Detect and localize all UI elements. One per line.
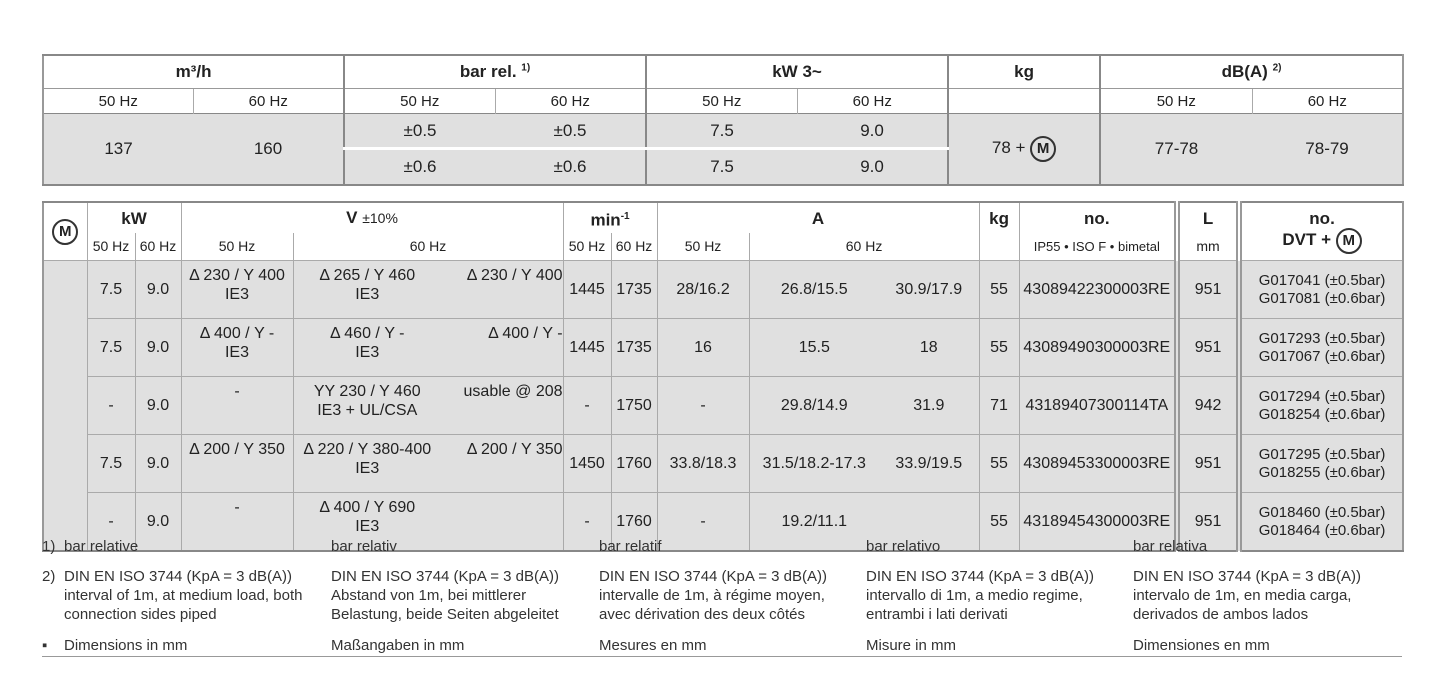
part-no-cell: 43189407300114TA bbox=[1019, 377, 1177, 435]
kw-60-cell: 9.0 bbox=[135, 493, 181, 552]
voltage-50-cell: Δ 200 / Y 350 bbox=[181, 435, 293, 493]
motor-table bbox=[42, 201, 1404, 552]
kw-header: kW bbox=[87, 202, 181, 233]
performance-table bbox=[42, 54, 1404, 186]
dvt-05-bar: G017041 (±0.5bar) bbox=[1258, 271, 1386, 289]
rpm-60-cell: 1750 bbox=[611, 377, 657, 435]
amps-60-cell: 26.8/15.5 bbox=[749, 261, 879, 319]
rpm-60-cell: 1735 bbox=[611, 261, 657, 319]
footnote-bar-note: bar relativ bbox=[331, 538, 397, 555]
amps-50-cell: - bbox=[657, 493, 749, 552]
footnote-marker-bullet: ▪ bbox=[42, 637, 48, 654]
voltage-50-cell: Δ 230 / Y 400 IE3 bbox=[181, 261, 293, 319]
motor-icon: M bbox=[1336, 228, 1362, 254]
freq-60-label: 60 Hz bbox=[135, 233, 181, 261]
rpm-header: $\min^{-1}$ bbox=[563, 202, 657, 233]
amps-60-alt-cell: 30.9/17.9 bbox=[879, 261, 979, 319]
voltage-60-alt-cell: Δ 400 / Y - bbox=[441, 319, 563, 377]
dvt-06-bar: G017067 (±0.6bar) bbox=[1258, 347, 1386, 365]
voltage-50-cell: - bbox=[181, 377, 293, 435]
table-row bbox=[43, 261, 1403, 319]
freq-50-label: 50 Hz bbox=[646, 89, 797, 114]
kg-cell: 55 bbox=[979, 435, 1019, 493]
freq-60-label: 60 Hz bbox=[495, 89, 646, 114]
voltage-60-cell: Δ 265 / Y 460 IE3 bbox=[293, 261, 441, 319]
length-unit: mm bbox=[1177, 233, 1239, 261]
part-no-cell: 43089422300003RE bbox=[1019, 261, 1177, 319]
bar-50-value: ±0.6 bbox=[344, 149, 495, 186]
footnote-dimensions-note: Maßangaben in mm bbox=[331, 637, 465, 654]
weight-value: 78 + M bbox=[948, 114, 1100, 186]
footnote-noise-note: DIN EN ISO 3744 (KpA = 3 dB(A)) intervallo di 1m, a medio regime, entrambi i lati derivati bbox=[866, 568, 1095, 623]
bar-60-value: ±0.6 bbox=[495, 149, 646, 186]
part-no-subheader: IP55 • ISO F • bimetal bbox=[1019, 233, 1177, 261]
motor-row-marker bbox=[43, 261, 87, 319]
length-cell: 951 bbox=[1177, 493, 1239, 552]
bottom-rule bbox=[42, 656, 1402, 657]
kw-50-cell: 7.5 bbox=[87, 319, 135, 377]
freq-50-label: 50 Hz bbox=[344, 89, 495, 114]
kg-cell: 55 bbox=[979, 493, 1019, 552]
kw-60-cell: 9.0 bbox=[135, 435, 181, 493]
amps-50-cell: 28/16.2 bbox=[657, 261, 749, 319]
dvt-05-bar: G017293 (±0.5bar) bbox=[1258, 329, 1386, 347]
freq-60-label: 60 Hz bbox=[293, 233, 563, 261]
kg-header: kg bbox=[979, 202, 1019, 233]
amps-60-cell: 15.5 bbox=[749, 319, 879, 377]
dvt-05-bar: G017295 (±0.5bar) bbox=[1258, 445, 1386, 463]
table-row bbox=[43, 377, 1403, 435]
footnote-marker-1: 1) bbox=[42, 538, 56, 555]
kw-50-cell: - bbox=[87, 377, 135, 435]
footnote-dimensions-note: Misure in mm bbox=[866, 637, 957, 654]
freq-60-label: 60 Hz bbox=[797, 89, 948, 114]
amps-60-cell: 31.5/18.2-17.3 bbox=[749, 435, 879, 493]
bar-60-value: ±0.5 bbox=[495, 114, 646, 149]
freq-50-label: 50 Hz bbox=[1100, 89, 1252, 114]
footnote-bar-note: bar relative bbox=[64, 538, 139, 555]
footnote-noise-note: DIN EN ISO 3744 (KpA = 3 dB(A)) interval of 1m, at medium load, both connection sides piped bbox=[64, 568, 303, 623]
voltage-60-cell: YY 230 / Y 460 IE3 + UL/CSA bbox=[293, 377, 441, 435]
part-no-cell: 43189454300003RE bbox=[1019, 493, 1177, 552]
motor-icon: M bbox=[1030, 136, 1056, 162]
dvt-05-bar: G018460 (±0.5bar) bbox=[1258, 503, 1386, 521]
freq-60-label: 60 Hz bbox=[193, 89, 344, 114]
kw-50-value: 7.5 bbox=[646, 114, 797, 149]
kw-60-value: 9.0 bbox=[797, 149, 948, 186]
kg-cell: 55 bbox=[979, 319, 1019, 377]
freq-60-label: 60 Hz bbox=[611, 233, 657, 261]
amps-50-cell: - bbox=[657, 377, 749, 435]
footnote-dimensions-note: Mesures en mm bbox=[599, 637, 707, 654]
amps-50-cell: 16 bbox=[657, 319, 749, 377]
length-cell: 951 bbox=[1177, 261, 1239, 319]
dvt-05-bar: G017294 (±0.5bar) bbox=[1258, 387, 1386, 405]
kw-60-value: 9.0 bbox=[797, 114, 948, 149]
voltage-60-alt-cell bbox=[441, 493, 563, 552]
kw-60-cell: 9.0 bbox=[135, 377, 181, 435]
pressure-header: bar rel. $^{1)}$ bbox=[344, 55, 646, 89]
rpm-50-cell: 1450 bbox=[563, 435, 611, 493]
weight-header: kg bbox=[948, 55, 1100, 89]
voltage-60-alt-cell: usable @ 208 bbox=[441, 377, 563, 435]
rpm-50-cell: - bbox=[563, 377, 611, 435]
part-no-cell: 43089453300003RE bbox=[1019, 435, 1177, 493]
voltage-60-cell: Δ 220 / Y 380-400 IE3 bbox=[293, 435, 441, 493]
footnote-noise-note: DIN EN ISO 3744 (KpA = 3 dB(A)) intervalo de 1m, en media carga, derivados de ambos lados bbox=[1133, 568, 1362, 623]
dvt-cell bbox=[1239, 319, 1403, 377]
length-cell: 951 bbox=[1177, 319, 1239, 377]
footnote-dimensions-note: Dimensions in mm bbox=[64, 637, 188, 654]
amps-60-alt-cell: 31.9 bbox=[879, 377, 979, 435]
db-60-value: 78-79 bbox=[1252, 114, 1403, 186]
db-50-value: 77-78 bbox=[1100, 114, 1252, 186]
motor-row-marker bbox=[43, 319, 87, 377]
rpm-50-cell: 1445 bbox=[563, 261, 611, 319]
motor-col-header bbox=[43, 202, 87, 261]
amps-header: A bbox=[657, 202, 979, 233]
footnote-noise-note: DIN EN ISO 3744 (KpA = 3 dB(A)) Abstand von 1m, bei mittlerer Belastung, beide Seiten abgeleitet bbox=[331, 568, 560, 623]
flow-60-value: 160 bbox=[193, 114, 344, 186]
footnote-bar-note: bar relatif bbox=[599, 538, 662, 555]
flow-50-value: 137 bbox=[43, 114, 193, 186]
motor-row-marker bbox=[43, 377, 87, 435]
kw-60-cell: 9.0 bbox=[135, 319, 181, 377]
voltage-header: V ±10% bbox=[181, 202, 563, 233]
dvt-06-bar: G018464 (±0.6bar) bbox=[1258, 521, 1386, 539]
dvt-cell bbox=[1239, 493, 1403, 552]
freq-60-label: 60 Hz bbox=[749, 233, 979, 261]
rpm-60-cell: 1735 bbox=[611, 319, 657, 377]
dvt-cell bbox=[1239, 377, 1403, 435]
motor-row-marker bbox=[43, 435, 87, 493]
rpm-50-cell: 1445 bbox=[563, 319, 611, 377]
freq-50-label: 50 Hz bbox=[181, 233, 293, 261]
dvt-header: no. DVT + M bbox=[1239, 202, 1403, 261]
rpm-60-cell: 1760 bbox=[611, 493, 657, 552]
dvt-06-bar: G018254 (±0.6bar) bbox=[1258, 405, 1386, 423]
rpm-60-cell: 1760 bbox=[611, 435, 657, 493]
kw-50-cell: 7.5 bbox=[87, 261, 135, 319]
noise-header: dB(A) $^{2)}$ bbox=[1100, 55, 1403, 89]
freq-50-label: 50 Hz bbox=[563, 233, 611, 261]
freq-50-label: 50 Hz bbox=[43, 89, 193, 114]
amps-60-cell: 19.2/11.1 bbox=[749, 493, 879, 552]
freq-50-label: 50 Hz bbox=[657, 233, 749, 261]
table-row bbox=[43, 435, 1403, 493]
amps-60-alt-cell: 18 bbox=[879, 319, 979, 377]
amps-60-alt-cell: 33.9/19.5 bbox=[879, 435, 979, 493]
kw-50-value: 7.5 bbox=[646, 149, 797, 186]
rpm-50-cell: - bbox=[563, 493, 611, 552]
length-header: L bbox=[1177, 202, 1239, 233]
footnote-bar-note: bar relativa bbox=[1133, 538, 1208, 555]
kg-cell: 55 bbox=[979, 261, 1019, 319]
kg-cell: 71 bbox=[979, 377, 1019, 435]
freq-50-label: 50 Hz bbox=[87, 233, 135, 261]
kw-60-cell: 9.0 bbox=[135, 261, 181, 319]
part-no-cell: 43089490300003RE bbox=[1019, 319, 1177, 377]
bar-50-value: ±0.5 bbox=[344, 114, 495, 149]
table-row bbox=[43, 319, 1403, 377]
length-cell: 951 bbox=[1177, 435, 1239, 493]
motor-icon: M bbox=[52, 219, 78, 245]
dvt-06-bar: G017081 (±0.6bar) bbox=[1258, 289, 1386, 307]
part-no-header: no. bbox=[1019, 202, 1177, 233]
voltage-60-alt-cell: Δ 230 / Y 400 bbox=[441, 261, 563, 319]
dvt-cell bbox=[1239, 261, 1403, 319]
voltage-50-cell: Δ 400 / Y - IE3 bbox=[181, 319, 293, 377]
voltage-50-cell: - bbox=[181, 493, 293, 552]
amps-60-cell: 29.8/14.9 bbox=[749, 377, 879, 435]
length-cell: 942 bbox=[1177, 377, 1239, 435]
footnote-marker-2: 2) bbox=[42, 568, 56, 585]
voltage-60-cell: Δ 400 / Y 690 IE3 bbox=[293, 493, 441, 552]
flow-header: m³/h bbox=[175, 62, 212, 81]
footnote-dimensions-note: Dimensiones en mm bbox=[1133, 637, 1270, 654]
footnote-bar-note: bar relativo bbox=[866, 538, 941, 555]
footnote-noise-note: DIN EN ISO 3744 (KpA = 3 dB(A)) intervalle de 1m, à régime moyen, avec dérivation des deux côtés bbox=[599, 568, 828, 623]
kw-50-cell: - bbox=[87, 493, 135, 552]
voltage-60-cell: Δ 460 / Y - IE3 bbox=[293, 319, 441, 377]
voltage-60-alt-cell: Δ 200 / Y 350 bbox=[441, 435, 563, 493]
amps-50-cell: 33.8/18.3 bbox=[657, 435, 749, 493]
freq-60-label: 60 Hz bbox=[1252, 89, 1403, 114]
kw-50-cell: 7.5 bbox=[87, 435, 135, 493]
dvt-06-bar: G018255 (±0.6bar) bbox=[1258, 463, 1386, 481]
dvt-cell bbox=[1239, 435, 1403, 493]
power-header: kW 3~ bbox=[646, 55, 948, 89]
